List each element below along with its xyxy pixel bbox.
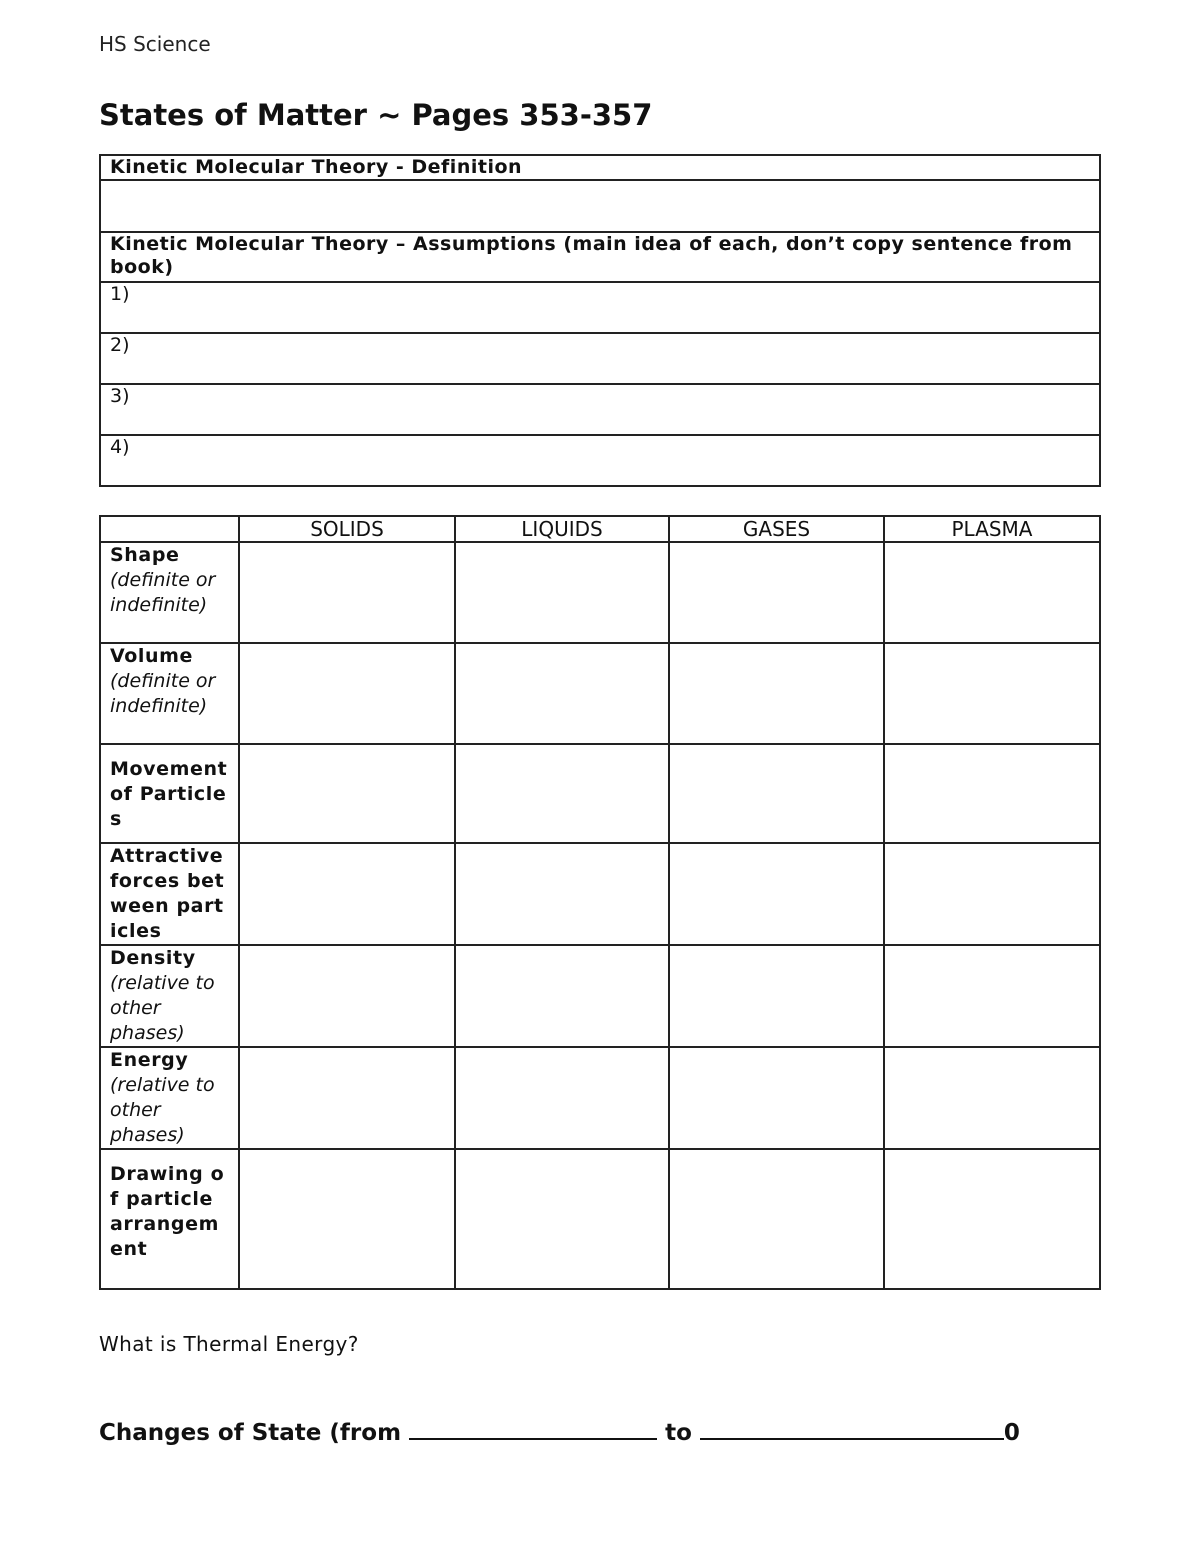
answer-cell[interactable] [455,744,669,843]
answer-cell[interactable] [669,843,884,945]
row-header-density: Density (relative to other phases) [100,945,239,1047]
answer-cell[interactable] [239,744,455,843]
column-header-liquids: LIQUIDS [455,516,669,542]
answer-cell[interactable] [884,1149,1100,1289]
column-header-solids: SOLIDS [239,516,455,542]
answer-cell[interactable] [669,945,884,1047]
answer-cell[interactable] [239,542,455,643]
row-header-energy: Energy (relative to other phases) [100,1047,239,1149]
answer-cell[interactable] [455,843,669,945]
answer-cell[interactable] [884,643,1100,744]
answer-cell[interactable] [884,945,1100,1047]
column-header-gases: GASES [669,516,884,542]
page-title: States of Matter ~ Pages 353-357 [99,98,653,132]
assumption-3[interactable]: 3) [100,384,1100,435]
thermal-energy-question: What is Thermal Energy? [99,1332,359,1356]
row-header-shape: Shape (definite or indefinite) [100,542,239,643]
answer-cell[interactable] [455,945,669,1047]
changes-middle: to [665,1420,692,1446]
header-label: HS Science [99,32,211,56]
kinetic-theory-table [99,154,1101,487]
row-header-movement: Movement of Particles [100,744,239,843]
column-header-plasma: PLASMA [884,516,1100,542]
assumption-1[interactable]: 1) [100,282,1100,333]
answer-cell[interactable] [884,542,1100,643]
definition-answer-cell[interactable] [100,180,1100,232]
answer-cell[interactable] [884,1047,1100,1149]
answer-cell[interactable] [239,1047,455,1149]
states-of-matter-table [99,515,1101,1290]
answer-cell[interactable] [239,843,455,945]
answer-cell[interactable] [669,542,884,643]
row-header-attractive-forces: Attractive forces between particles [100,843,239,945]
to-blank[interactable] [700,1414,1004,1440]
assumption-2[interactable]: 2) [100,333,1100,384]
answer-cell[interactable] [455,643,669,744]
changes-of-state-line [99,1414,1020,1446]
changes-prefix: Changes of State (from [99,1420,402,1446]
answer-cell[interactable] [669,1047,884,1149]
answer-cell[interactable] [455,1149,669,1289]
assumptions-heading: Kinetic Molecular Theory – Assumptions (main idea of each, don’t copy sentence from book) [100,232,1100,282]
answer-cell[interactable] [239,643,455,744]
answer-cell[interactable] [239,1149,455,1289]
answer-cell[interactable] [884,744,1100,843]
from-blank[interactable] [409,1414,657,1440]
answer-cell[interactable] [884,843,1100,945]
answer-cell[interactable] [239,945,455,1047]
changes-suffix: 0 [1003,1420,1020,1446]
answer-cell[interactable] [455,1047,669,1149]
assumption-4[interactable]: 4) [100,435,1100,486]
row-header-volume: Volume (definite or indefinite) [100,643,239,744]
definition-heading: Kinetic Molecular Theory - Definition [100,155,1100,180]
answer-cell[interactable] [669,744,884,843]
answer-cell[interactable] [669,643,884,744]
corner-cell [100,516,239,542]
answer-cell[interactable] [455,542,669,643]
answer-cell[interactable] [669,1149,884,1289]
row-header-drawing: Drawing of particle arrangement [100,1149,239,1289]
